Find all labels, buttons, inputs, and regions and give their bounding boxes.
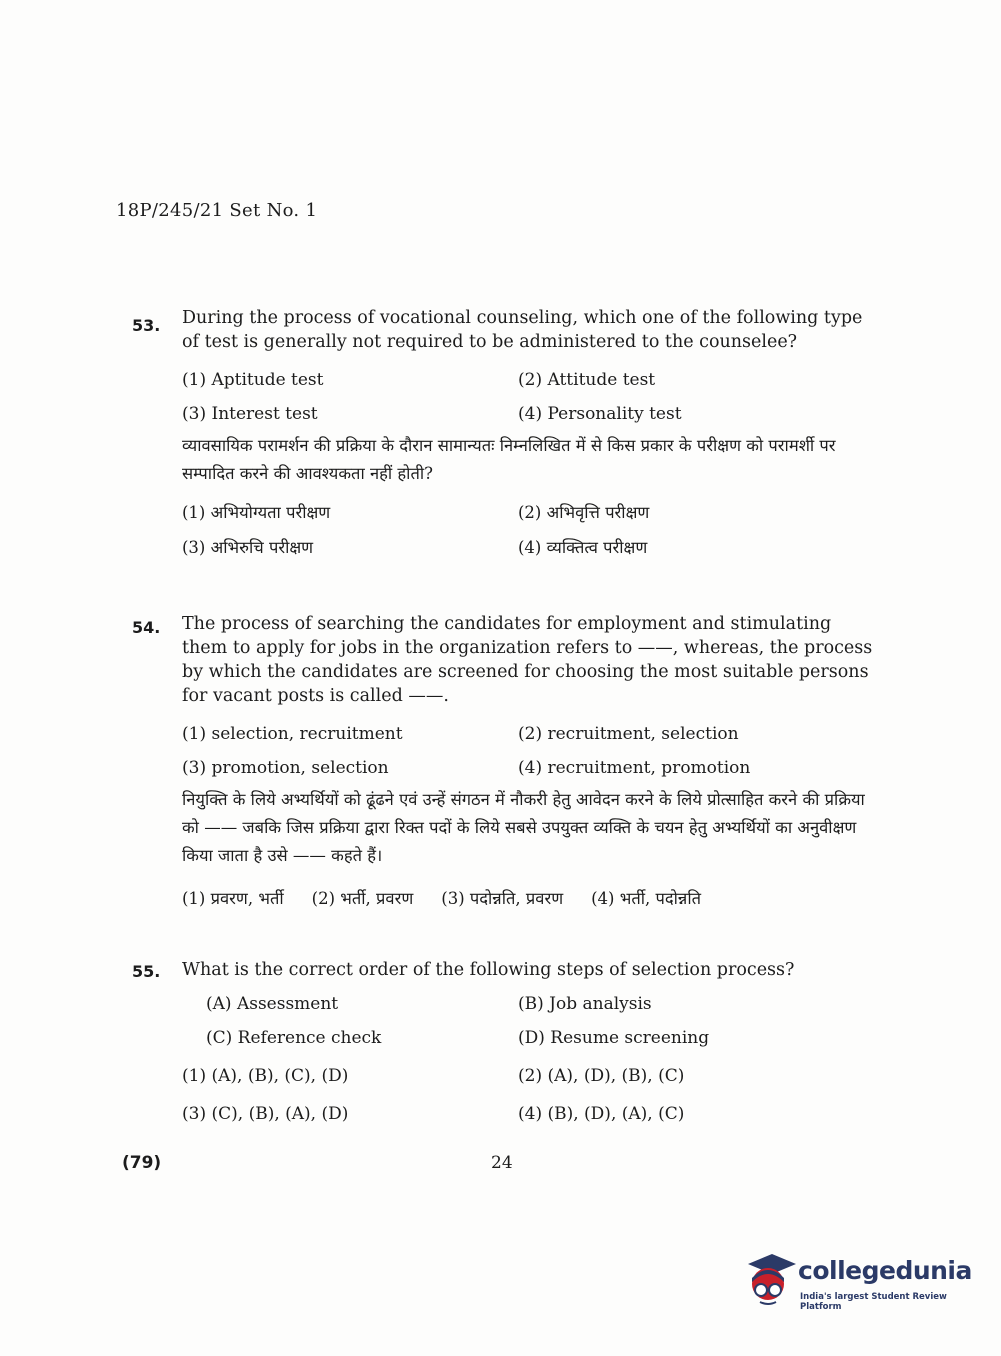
option-3: (3) promotion, selection <box>182 758 389 778</box>
question-number: 53. <box>132 316 161 335</box>
mascot-icon <box>742 1250 798 1312</box>
footer-code: (79) <box>122 1153 162 1173</box>
question-54 <box>132 612 877 909</box>
options-en <box>182 724 877 778</box>
option-4: (4) (B), (D), (A), (C) <box>518 1104 685 1124</box>
step-a: (A) Assessment <box>206 994 339 1014</box>
collegedunia-logo <box>742 1250 972 1314</box>
option-2: (2) Attitude test <box>518 370 656 390</box>
option-4: (4) recruitment, promotion <box>518 758 751 778</box>
options-hi <box>182 886 877 909</box>
option-1-hi: (1) अभियोग्यता परीक्षण <box>182 503 331 522</box>
step-b: (B) Job analysis <box>518 994 652 1014</box>
question-55 <box>132 958 877 1124</box>
option-2: (2) (A), (D), (B), (C) <box>518 1066 685 1086</box>
question-text-hi: नियुक्ति के लिये अभ्यर्थियों को ढूंढने एवं उन्हें संगठन में नौकरी हेतु आवेदन करने के लिये प्रोत्साहित करने की प्रक्रिया को —— जबकि जिस प्रक्रिया द्वारा रिक्त पदों के लिये सबसे उपयुक्त व्यक्ति के चयन हेतु अभ्यर्थियों का अनुवीक्षण किया जाता है उसे —— कहते हैं। <box>182 790 865 865</box>
question-number: 55. <box>132 962 161 981</box>
option-1: (1) selection, recruitment <box>182 724 403 744</box>
question-text-en: During the process of vocational counseling, which one of the following type of test is generally not required to be administered to the counselee? <box>182 308 863 352</box>
options-en <box>182 370 877 424</box>
option-4-hi: (4) व्यक्तित्व परीक्षण <box>518 538 648 557</box>
option-1: (1) (A), (B), (C), (D) <box>182 1066 349 1086</box>
options-en <box>182 1066 877 1124</box>
option-2-hi: (2) भर्ती, प्रवरण <box>311 889 414 908</box>
option-3-hi: (3) अभिरुचि परीक्षण <box>182 538 314 557</box>
logo-wordmark: collegedunia <box>798 1256 972 1285</box>
option-4-hi: (4) भर्ती, पदोन्नति <box>591 889 702 908</box>
page-number: 24 <box>491 1153 513 1173</box>
option-3: (3) Interest test <box>182 404 318 424</box>
question-text-en: What is the correct order of the following steps of selection process? <box>182 960 795 980</box>
question-number: 54. <box>132 618 161 637</box>
selection-steps <box>206 994 877 1048</box>
option-3: (3) (C), (B), (A), (D) <box>182 1104 349 1124</box>
question-53 <box>132 306 877 558</box>
option-2-hi: (2) अभिवृत्ति परीक्षण <box>518 503 650 522</box>
step-d: (D) Resume screening <box>518 1028 710 1048</box>
option-1: (1) Aptitude test <box>182 370 324 390</box>
question-text-en: The process of searching the candidates for employment and stimulating them to apply for jobs in the organization refers to ——, whereas, the process by which the candidates are screened for choosing the most suitable persons for vacant posts is called ——. <box>182 614 873 706</box>
option-4: (4) Personality test <box>518 404 682 424</box>
option-3-hi: (3) पदोन्नति, प्रवरण <box>441 889 564 908</box>
option-2: (2) recruitment, selection <box>518 724 739 744</box>
option-1-hi: (1) प्रवरण, भर्ती <box>182 889 284 908</box>
paper-code-header: 18P/245/21 Set No. 1 <box>116 200 318 221</box>
step-c: (C) Reference check <box>206 1028 382 1048</box>
logo-tagline: India's largest Student Review Platform <box>800 1292 947 1312</box>
options-hi <box>182 500 877 558</box>
question-text-hi: व्यावसायिक परामर्शन की प्रक्रिया के दौरान सामान्यतः निम्नलिखित में से किस प्रकार के परीक्षण को परामर्शी पर सम्पादित करने की आवश्यकता नहीं होती? <box>182 436 836 483</box>
